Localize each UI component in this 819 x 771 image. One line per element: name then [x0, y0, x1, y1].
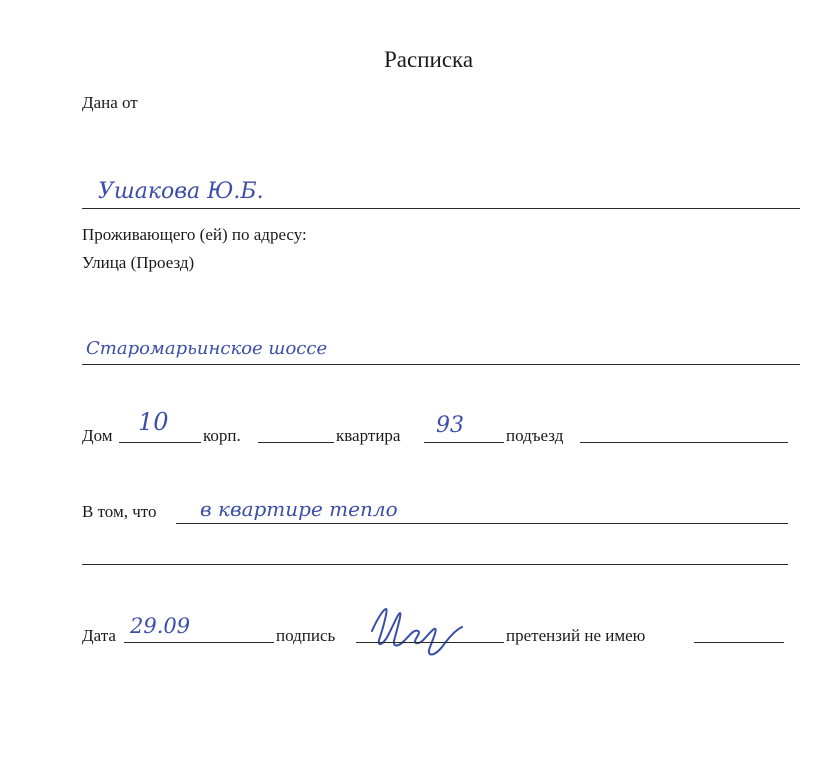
house-value[interactable]: 10	[138, 408, 169, 436]
date-line	[124, 642, 274, 643]
reason-label: В том, что	[82, 502, 157, 521]
given-by-value[interactable]: Ушакова Ю.Б.	[98, 179, 264, 204]
reason-line-continued	[82, 564, 788, 565]
page-title: Расписка	[384, 47, 474, 72]
apartment-label: квартира	[336, 426, 401, 445]
no-claims-line	[694, 642, 784, 643]
apartment-value[interactable]: 93	[436, 413, 464, 438]
house-label: Дом	[82, 426, 113, 445]
street-label: Улица (Проезд)	[82, 253, 195, 272]
signature-mark	[368, 603, 468, 663]
building-line	[258, 442, 334, 443]
given-by-label: Дана от	[82, 93, 138, 112]
building-label: корп.	[203, 426, 241, 445]
residing-label: Проживающего (ей) по адресу:	[82, 225, 307, 244]
apartment-line	[424, 442, 504, 443]
reason-line	[176, 523, 788, 524]
given-by-line	[82, 208, 800, 209]
entrance-line	[580, 442, 788, 443]
no-claims-label: претензий не имею	[506, 626, 646, 645]
signature-label: подпись	[276, 626, 336, 645]
street-line	[82, 364, 800, 365]
house-line	[119, 442, 201, 443]
reason-value[interactable]: в квартире тепло	[200, 497, 398, 521]
street-value[interactable]: Старомарьинское шоссе	[86, 338, 328, 359]
entrance-label: подъезд	[506, 426, 564, 445]
date-label: Дата	[82, 626, 116, 645]
signature-line	[356, 642, 504, 643]
date-value[interactable]: 29.09	[130, 614, 191, 638]
